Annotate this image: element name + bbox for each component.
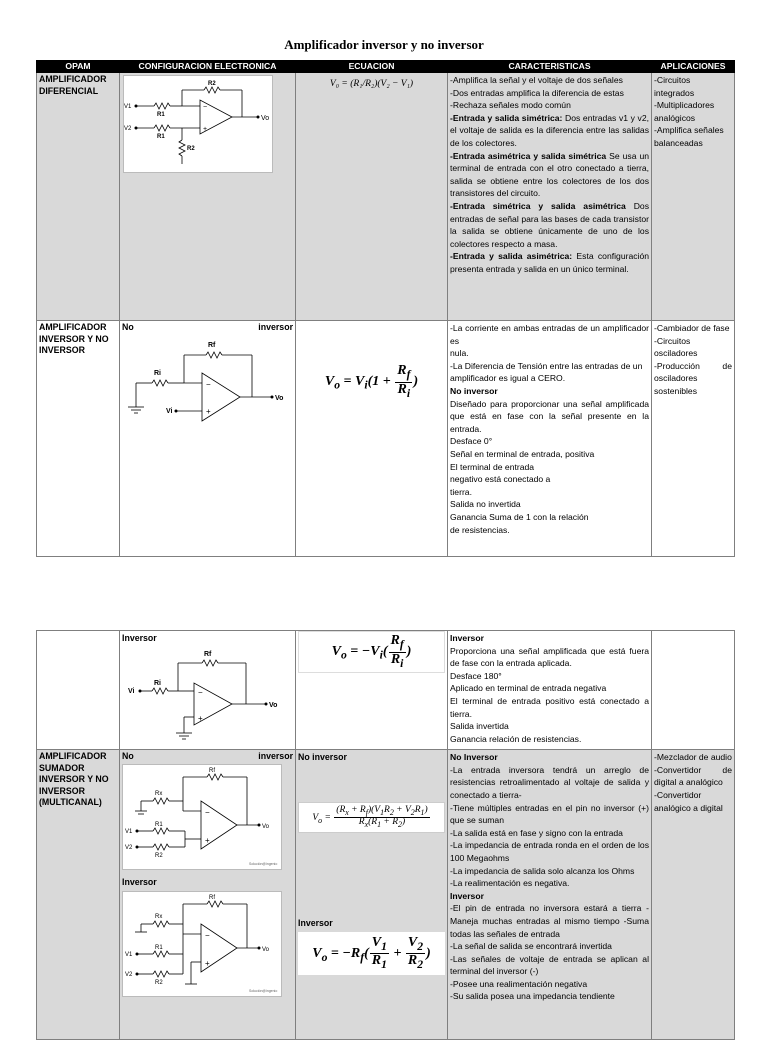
- label-rx: Rx: [155, 913, 163, 920]
- label-ri: Ri: [154, 679, 161, 687]
- label-v1: V1: [125, 829, 133, 836]
- list-item: Salida no invertida: [450, 499, 521, 510]
- non-inverting-amp-circuit: [122, 333, 292, 443]
- list-item: nula.: [450, 348, 469, 359]
- config-label: Inversor: [122, 877, 157, 888]
- label-vo: Vo: [261, 115, 270, 122]
- config-label-left: No: [122, 322, 134, 332]
- equation: [298, 322, 445, 442]
- list-item: -El pin de entrada no inversora estará a tierra -Maneja muchas entradas al mismo tiempo -Suma todas las señales de entrada: [450, 903, 649, 939]
- opam-name: AMPLIFICADOR DIFERENCIAL: [39, 74, 107, 96]
- list-item: amplificador es igual a CERO.: [450, 373, 566, 384]
- header-applications: APLICACIONES: [652, 61, 735, 73]
- svg-text:+: +: [206, 407, 211, 416]
- svg-text:+: +: [205, 958, 210, 968]
- list-item: -La señal de salida se encontrará invertida: [450, 941, 612, 952]
- differential-amp-circuit: [123, 75, 273, 173]
- list-item: Desface 0°: [450, 436, 493, 447]
- label-v1: V1: [125, 951, 133, 958]
- credit-text: Solución@ingenio: [249, 862, 278, 867]
- list-item: -Mezclador de audio: [654, 752, 732, 763]
- list-item: Inversor: [450, 890, 484, 901]
- features-list: [448, 631, 652, 750]
- list-item: -Su salida posea una impedancia tendiente: [450, 991, 615, 1002]
- list-item: Ganancia Suma de 1 con la relación: [450, 511, 589, 522]
- list-item: Señal en terminal de entrada, positiva: [450, 448, 595, 459]
- equation-differential: V₀ = (R₁/R₂)(V₂ − V₁): [329, 79, 414, 89]
- label-ri: Ri: [154, 370, 161, 377]
- equation-inverting: $V_o = -V_i$( $\frac{R_f}{R_i}$ ): [331, 633, 412, 670]
- list-item: -Entrada simétrica y salida asimétrica Dos entradas de señal para las bases de cada transistor la salida se obtiene únicamente de uno de los colectores respecto a masa.: [450, 200, 650, 249]
- label-r2: R2: [187, 146, 195, 152]
- config-label: Inversor: [122, 633, 157, 643]
- opam-name: AMPLIFICADOR INVERSOR Y NO INVERSOR: [39, 322, 109, 355]
- equation: [298, 932, 445, 975]
- list-item: -Entrada asimétrica y salida simétrica Se usa un terminal de entrada con el otro conectado a tierra, salida se obtiene entre los colectores de los dos transistores del circuito.: [450, 150, 649, 199]
- equation: [298, 631, 445, 673]
- svg-text:+: +: [203, 126, 208, 133]
- list-item: -Tiene múltiples entradas en el pin no inversor (+) que se suman: [450, 802, 649, 826]
- config-label-right: inversor: [258, 751, 293, 762]
- svg-text:−: −: [198, 687, 203, 697]
- applications-list: [652, 321, 735, 557]
- label-vo: Vo: [262, 946, 270, 953]
- list-item: Diseñado para proporcionar una señal amplificada que está en fase con la señal presente en la entrada.: [450, 398, 649, 434]
- label-v2: V2: [124, 126, 132, 132]
- label-r2: R2: [155, 979, 163, 986]
- list-item: de resistencias.: [450, 524, 510, 535]
- list-item: -La salida está en fase y signo con la entrada: [450, 827, 623, 838]
- list-item: Salida invertida: [450, 721, 509, 732]
- header-opam: OPAM: [37, 61, 120, 73]
- label-vo: Vo: [262, 824, 270, 831]
- header-config: CONFIGURACION ELECTRONICA: [120, 61, 296, 73]
- config-label-right: inversor: [258, 322, 293, 332]
- list-item: Proporciona una señal amplificada que está fuera de fase con la entrada aplicada.: [450, 645, 649, 669]
- inverting-amp-circuit: [122, 645, 292, 745]
- label-vo: Vo: [269, 701, 278, 709]
- svg-text:−: −: [203, 104, 208, 111]
- header-equation: ECUACION: [296, 61, 448, 73]
- label-r1: R1: [155, 822, 163, 829]
- opam-name: AMPLIFICADOR SUMADOR INVERSOR Y NO INVERSOR (MULTICANAL): [39, 751, 109, 808]
- list-item: No inversor: [450, 385, 498, 396]
- list-item: No Inversor: [450, 752, 498, 763]
- svg-text:−: −: [205, 930, 210, 940]
- equation: [298, 74, 445, 91]
- table-row: [37, 750, 735, 1040]
- features-list: [448, 750, 652, 1040]
- list-item: Ganancia relación de resistencias.: [450, 733, 582, 744]
- label-v2: V2: [125, 845, 133, 852]
- label-rf: Rf: [209, 894, 215, 901]
- list-item: -Dos entradas amplifica la diferencia de estas: [450, 87, 624, 98]
- equation-label: No inversor: [298, 752, 347, 763]
- label-v1: V1: [124, 104, 132, 110]
- summing-inverting-circuit: [122, 891, 282, 997]
- label-vo: Vo: [275, 395, 284, 402]
- list-item: -Convertidor analógico a digital: [654, 789, 723, 813]
- opam-table-1: [36, 60, 735, 557]
- label-vi: Vi: [128, 687, 135, 695]
- label-r1: R1: [157, 112, 165, 118]
- svg-text:−: −: [206, 380, 211, 389]
- list-item: -La Diferencia de Tensión entre las entradas de un: [450, 360, 643, 371]
- list-item: -Convertidor de digital a analógico: [654, 764, 732, 788]
- equation-summing-non-inverting: $V_o$ = $\frac{(R_x + R_f)(V_1R_2 + V_2R_1)}{R_x(R_1 + R_2)}$: [312, 804, 428, 829]
- config-label-left: No: [122, 751, 134, 762]
- list-item: -Posee una realimentación negativa: [450, 978, 588, 989]
- list-item: -Amplifica señales balanceadas: [654, 125, 724, 148]
- credit-text: Solución@ingenio: [249, 988, 278, 993]
- list-item: -Entrada y salida asimétrica: Esta configuración presenta entrada y salida en un único terminal.: [450, 251, 650, 274]
- list-item: -Amplifica la señal y el voltaje de dos señales: [450, 75, 623, 85]
- list-item: -Las señales de voltaje de entrada se aplican al terminal del inversor (-): [450, 953, 649, 977]
- label-r2: R2: [155, 853, 163, 860]
- list-item: -Multiplicadores analógicos: [654, 100, 715, 123]
- list-item: -La impedancia de entrada ronda en el orden de los 100 Megaohms: [450, 840, 649, 863]
- equation-label: Inversor: [298, 918, 333, 929]
- table-row: [37, 321, 735, 557]
- label-rf: Rf: [209, 768, 215, 775]
- label-rf: Rf: [208, 342, 216, 349]
- svg-text:−: −: [205, 808, 210, 818]
- svg-text:+: +: [198, 713, 203, 723]
- list-item: -Circuitos integrados: [654, 75, 695, 98]
- list-item: El terminal de entrada: [450, 461, 535, 472]
- label-r1: R1: [155, 944, 163, 951]
- label-vi: Vi: [166, 408, 173, 415]
- label-v2: V2: [125, 971, 133, 978]
- list-item: Desface 180°: [450, 670, 502, 681]
- label-rf: Rf: [204, 650, 212, 658]
- equation-summing-inverting: $V_o = -R_f$( $\frac{V_1}{R_1}$ + $\frac{V_2}{R_2}$ ): [312, 934, 431, 971]
- applications-list: [652, 73, 735, 321]
- list-item: -Circuitos osciladores: [654, 335, 698, 359]
- list-item: El terminal de entrada positivo está conectado a tierra.: [450, 695, 649, 719]
- list-item: -Entrada y salida simétrica: Dos entradas v1 y v2, el voltaje de salida es la diferencia entre las salidas de los colectores.: [450, 112, 649, 148]
- list-item: -Rechaza señales modo común: [450, 100, 571, 111]
- list-item: -Cambiador de fase: [654, 323, 730, 333]
- list-item: Inversor: [450, 633, 484, 643]
- label-r2: R2: [208, 81, 216, 87]
- label-rx: Rx: [155, 791, 163, 798]
- applications-list: [652, 750, 735, 1040]
- svg-text:+: +: [205, 836, 210, 846]
- list-item: -La entrada inversora tendrá un arreglo de resistencias retroalimentado al voltaje de salida y conectado a tierra-: [450, 764, 649, 800]
- list-item: negativo está conectado a: [450, 474, 551, 485]
- list-item: tierra.: [450, 486, 472, 497]
- page-title: Amplificador inversor y no inversor: [284, 37, 484, 52]
- list-item: -La impedancia de salida solo alcanza los Ohms: [450, 865, 635, 876]
- list-item: -Producción de osciladores sostenibles: [654, 360, 732, 396]
- equation: [298, 802, 445, 833]
- list-item: -La realimentación es negativa.: [450, 878, 570, 889]
- table-row: [37, 631, 735, 750]
- equation-non-inverting: $V_o = V_i(1$ + $\frac{R_f}{R_i}$ ): [324, 363, 419, 400]
- list-item: -La corriente en ambas entradas de un amplificador es: [450, 323, 649, 346]
- header-features: CARACTERISTICAS: [448, 61, 652, 73]
- table-row: [37, 73, 735, 321]
- features-list: [448, 321, 652, 557]
- list-item: Aplicado en terminal de entrada negativa: [450, 683, 607, 694]
- summing-non-inverting-circuit: [122, 764, 282, 870]
- opam-table-2: [36, 630, 735, 1040]
- label-r1: R1: [157, 134, 165, 140]
- features-list: [448, 73, 652, 321]
